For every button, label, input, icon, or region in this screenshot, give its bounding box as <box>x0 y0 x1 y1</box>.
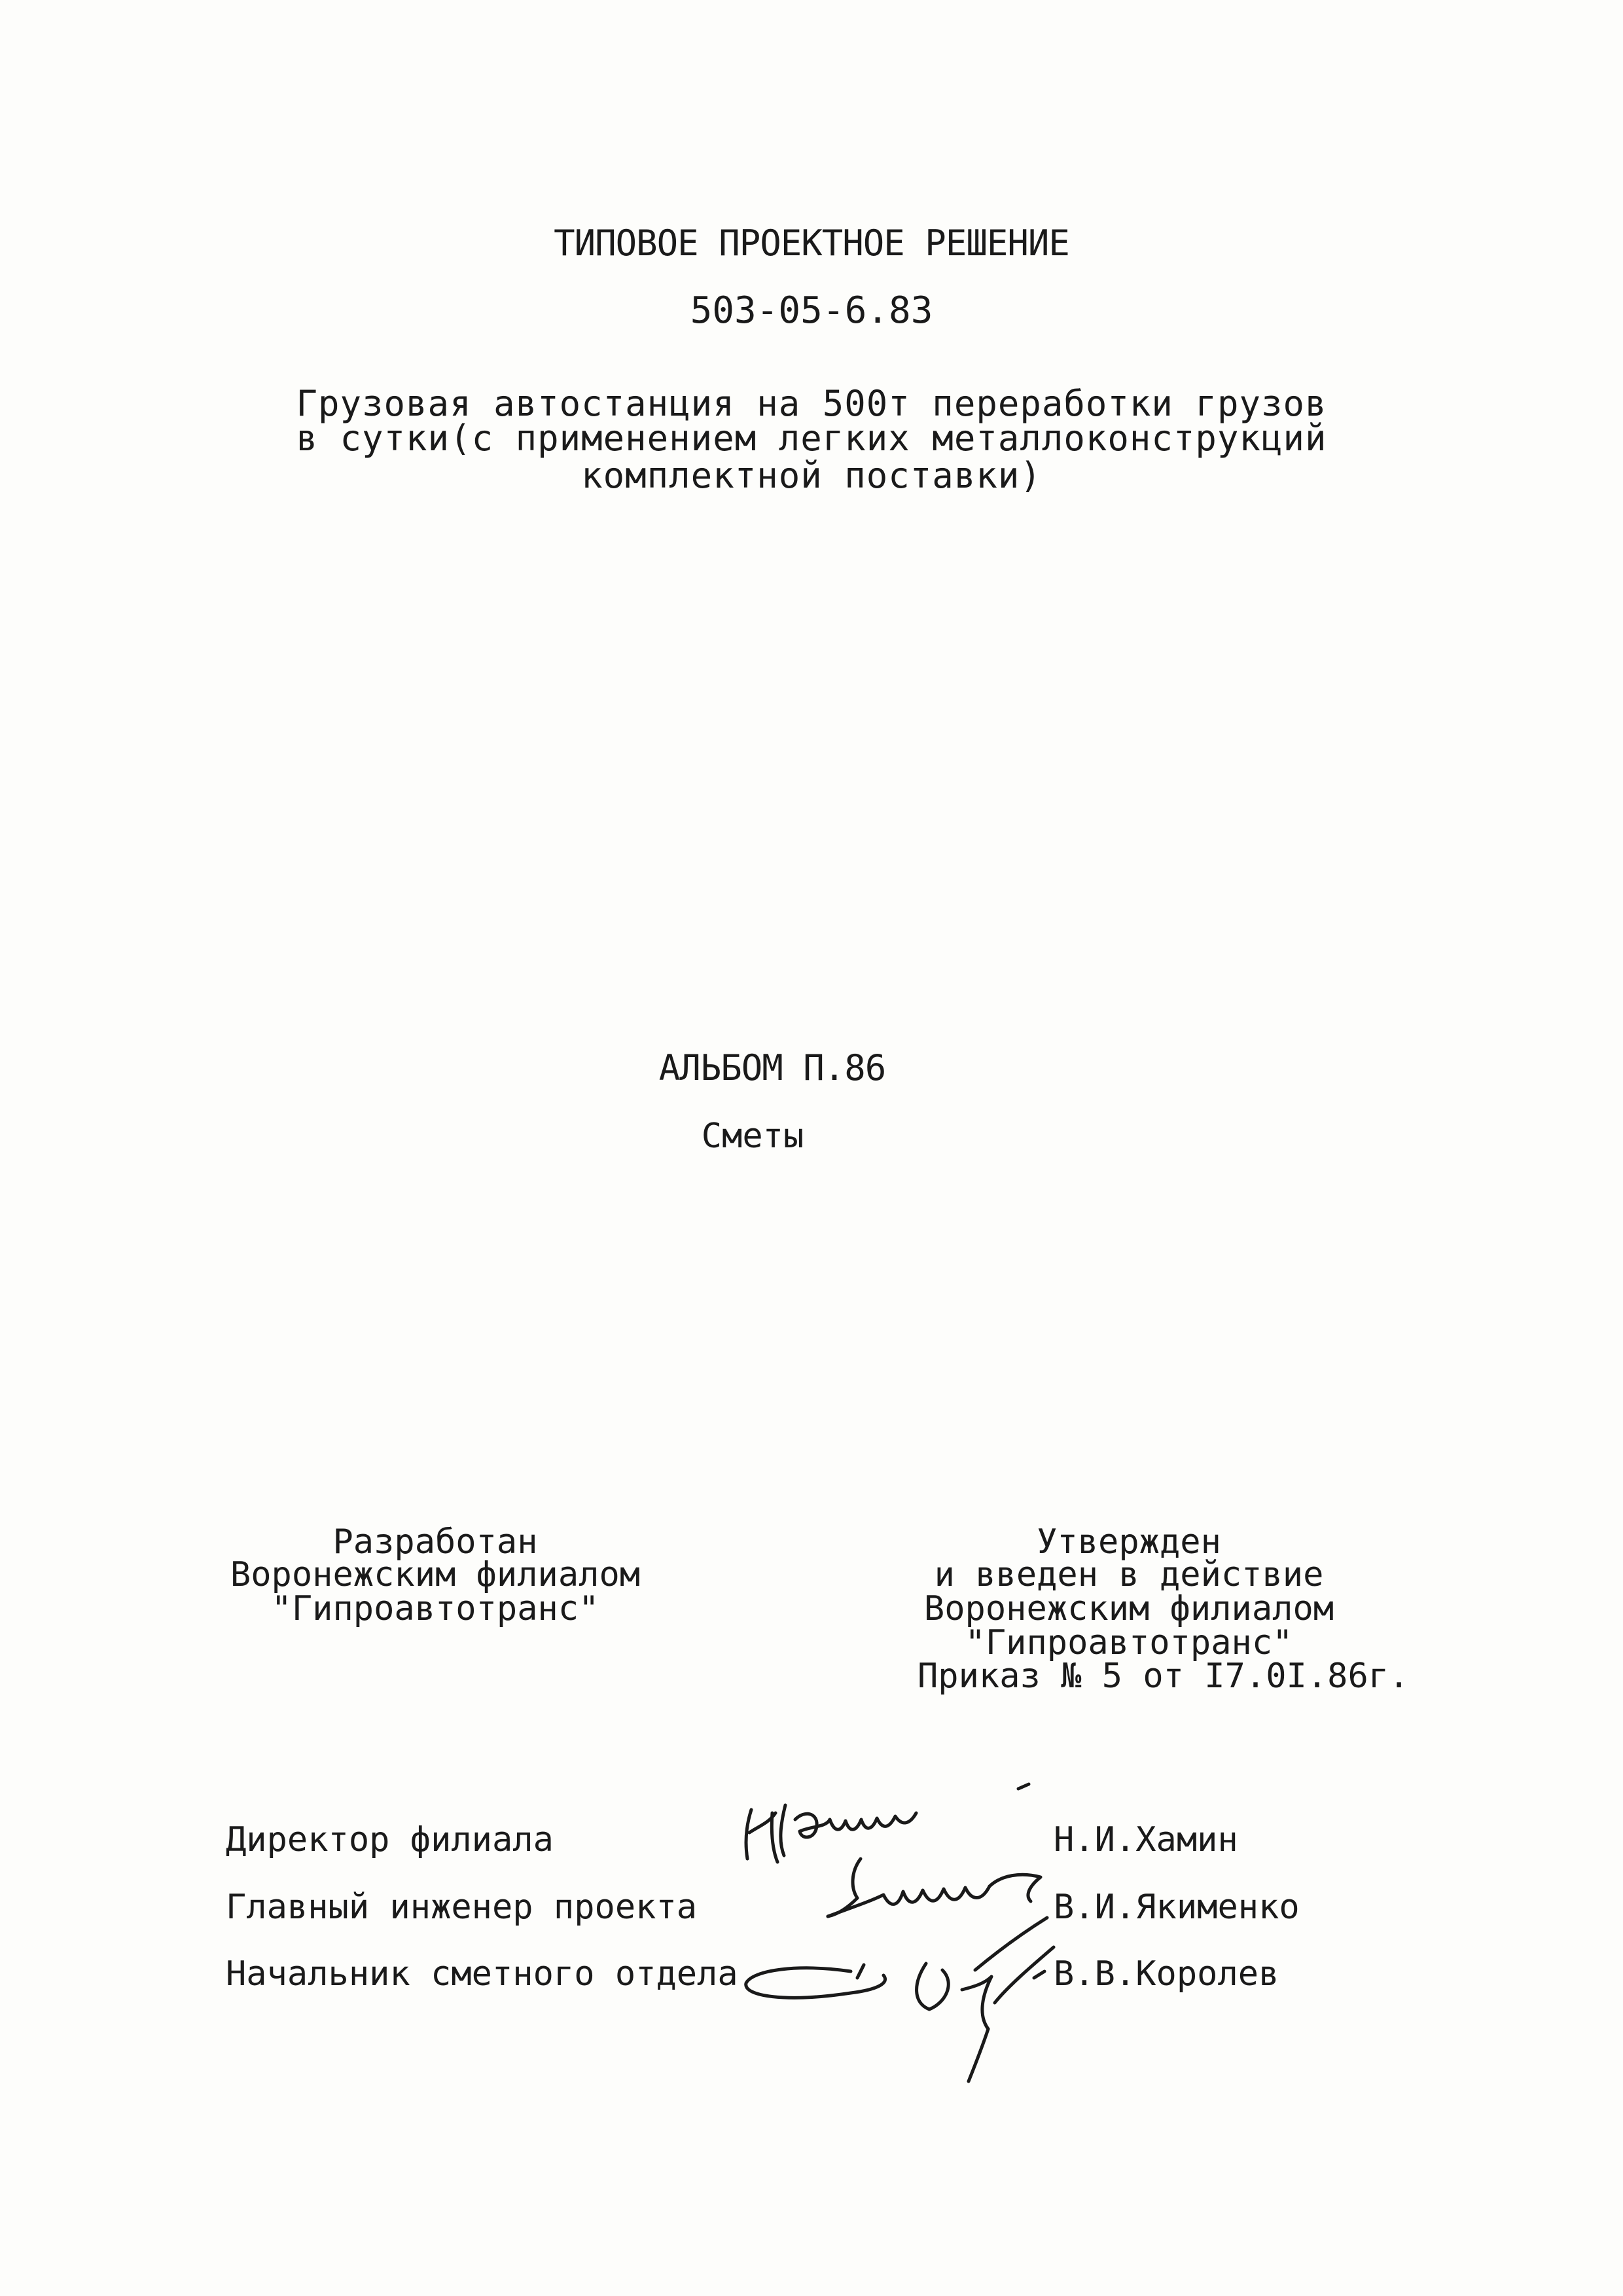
approved-line-1: Утвержден <box>1037 1522 1221 1562</box>
signatory-role-director: Директор филиала <box>226 1820 554 1859</box>
signatory-name-chief-engineer: В.И.Якименко <box>1054 1888 1300 1927</box>
description-line-1: Грузовая автостанция на 500т переработки грузов <box>296 383 1327 424</box>
album-subtitle: Сметы <box>701 1117 804 1156</box>
signatory-name-director: Н.И.Хамин <box>1054 1820 1238 1859</box>
approved-line-4: "Гипроавтотранс" <box>965 1623 1293 1662</box>
developed-line-2: Воронежским филиалом <box>230 1555 641 1594</box>
document-code: 503-05-6.83 <box>690 289 933 332</box>
approved-line-3: Воронежским филиалом <box>923 1589 1334 1628</box>
approved-order: Приказ № 5 от I7.0I.86г. <box>918 1657 1410 1696</box>
signatory-role-chief-engineer: Главный инженер проекта <box>226 1888 698 1927</box>
signature-estimates-head <box>746 1918 1054 2081</box>
description-line-2: в сутки(с применением легких металлоконструкций <box>296 418 1327 459</box>
approved-line-2: и введен в действие <box>934 1555 1324 1594</box>
document-title: ТИПОВОЕ ПРОЕКТНОЕ РЕШЕНИЕ <box>554 223 1069 264</box>
signatory-role-estimates-head: Начальник сметного отдела <box>226 1954 738 1994</box>
description-line-3: комплектной поставки) <box>581 455 1042 496</box>
signature-chief-engineer <box>828 1859 1041 1916</box>
album-name: АЛЬБОМ П.86 <box>658 1047 886 1088</box>
developed-line-3: "Гипроавтотранс" <box>271 1589 599 1628</box>
signatory-name-estimates-head: В.В.Королев <box>1054 1954 1279 1994</box>
developed-line-1: Разработан <box>332 1522 538 1562</box>
signature-director <box>746 1784 1029 1862</box>
